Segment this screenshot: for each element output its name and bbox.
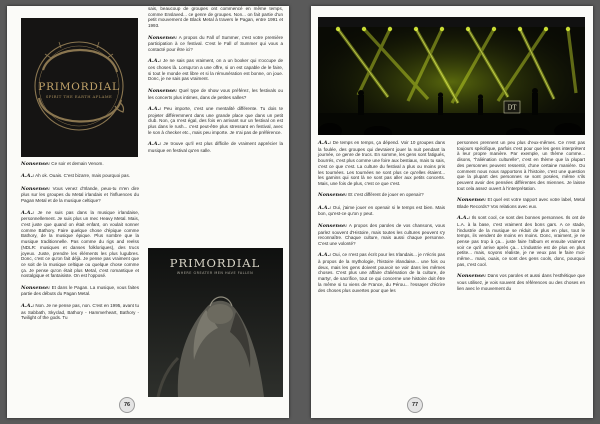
speaker-tag: Nonsense: xyxy=(457,197,487,204)
paragraph-text: A propos du Fall of Summer, c'est votre première participation à ce festival. C'est le Fall of Summer qui vous a contacté pour être ici? xyxy=(148,34,283,52)
paragraph-text: Oui, j'aime jouer en openair si le temps est bien. Mais bon, qu'est-ce qu'on y peut. xyxy=(318,204,445,217)
cover1-subtitle: SPIRIT THE EARTH AFLAME xyxy=(45,94,113,99)
speaker-tag: A.A.: xyxy=(21,173,35,180)
paragraph-text: Et dans le Pagan. La musique, vous faites partie des débuts du Pagan Metal. xyxy=(21,284,139,297)
interview-paragraph xyxy=(148,88,283,100)
left-page-column-2 xyxy=(148,6,283,159)
speaker-tag: A.A.: xyxy=(148,58,162,65)
paragraph-text: Je ne sais pas vraiment, on a un booker qui s'occupe de ces choses là. Lorsqu'on a une offre, si on est capable de le faire, si tout le monde est libre et si la rémunération est bonne, on joue. Donc, je ne sais pas vraiment. xyxy=(148,58,283,82)
paragraph-text: Non. Je ne pense pas, non. C'est en 1995, avant tu as Sabbath, Skyclad, Bathory - Hammerheart, Bathory - Twilight of the gods. Tu xyxy=(21,302,139,321)
interview-paragraph xyxy=(21,173,139,180)
paragraph-text: Ce soir et demain Venom. xyxy=(50,161,104,166)
right-page-column-1 xyxy=(318,140,445,299)
paragraph-text: Et c'est différent de jouer en openair? xyxy=(347,192,424,198)
interview-paragraph xyxy=(21,303,139,321)
speaker-tag: A.A.: xyxy=(318,204,332,211)
interview-paragraph xyxy=(21,186,139,204)
interview-paragraph xyxy=(148,6,283,29)
right-page-column-2 xyxy=(457,140,585,297)
speaker-tag: A.A.: xyxy=(21,209,35,216)
interview-paragraph xyxy=(21,161,139,168)
album-cover-where-greater-men-have-fallen xyxy=(148,248,283,397)
paragraph-text: Je trouve qu'il est plus difficile de vraiment apprécier la musique en festival qu'en salle. xyxy=(148,141,283,153)
interview-paragraph xyxy=(457,273,585,291)
cover1-band-name: PRIMORDIAL xyxy=(38,81,120,93)
interview-paragraph xyxy=(457,215,585,267)
left-page-column-1 xyxy=(21,161,139,327)
speaker-tag: Nonsense: xyxy=(21,185,51,192)
paragraph-text: Oui, ce n'est pas écrit pour les Irlandais... je n'écris pas à propos de la mythologie, l'histoire irlandaise... une fois ou deux, mais les gens doivent pouvoir se voir dans les mêmes choses. C'est plus une affaire d'aliénation de la culture, de martyr, de sacrifice, tout ce qui concerne une histoire doit être la même si tu viens de France, du Pérou... l'essayer d'écrire des choses plus ouvertes pour que les xyxy=(318,252,445,293)
interview-paragraph xyxy=(148,141,283,153)
page-number-right: 77 xyxy=(407,397,423,413)
interview-paragraph xyxy=(148,58,283,82)
paragraph-text: Je ne suis pas dans la musique irlandaise, personnellement. Je suis plus un mec Heavy Metal. Mais, c'est juste que quand on était enfant, on voulait sonner comme Bathory. Faire quelque chose d'épique comme Bathory, de la musique épique. Plus sombre que la musique traditionnelle. Pas comme du rigs and reelss (NDLR: musiques et danses folkloriques), des trucs joyeux. Juste, prendre les éléments les plus lugubres. Donc, c'est ce qu'on fait déjà. Je pense pas vraiment que ce soit de la musique celtique ou quelque chose comme ça. Je pense qu'on était plus Metal, c'est romantique et nostalgique et fantaisiste. On est l'opposé. xyxy=(21,209,139,279)
cover2-band-name: PRIMORDIAL xyxy=(169,256,261,270)
interview-paragraph xyxy=(318,223,445,247)
speaker-tag: A.A.: xyxy=(148,141,162,148)
speaker-tag: Nonsense: xyxy=(148,34,178,41)
paragraph-text: sais, beaucoup de groupes ont commencé en même temps, comme Enslaved... ce genre de groupes. Non... on fait partie d'un petit mouvement de Black Metal à travers le Pagan, entre 1991 et 1993. xyxy=(148,6,283,29)
concert-stage-photo xyxy=(318,17,585,135)
interview-paragraph xyxy=(318,140,445,187)
paragraph-text: A propos des paroles de vos chansons, vous parlez souvent d'Histoire, mais toutes les cultures peuvent s'y reconnaître. Chaque culture, mais aussi chaque personne. C'est une volonté? xyxy=(318,222,445,246)
paragraph-text: Dans vos paroles et aussi dans l'esthétique que vous utilisez, je vois souvent des références ou des choses en lien avec le mouvement du xyxy=(457,273,585,291)
interview-paragraph xyxy=(318,192,445,199)
paragraph-text: Peu importe, c'est une mentalité différente. Tu dois te projeter différemment dans une grande place que dans un petit club. Non, ça n'est égal, des fois en arrivant sur un festival on est plus dans le rush... c'est peut-être plus stressant en festival, avec le son à checker etc., mais peu importe. Je n'ai pas de préférence. xyxy=(148,105,283,135)
interview-paragraph xyxy=(457,140,585,191)
interview-paragraph xyxy=(318,252,445,293)
speaker-tag: A.A.: xyxy=(21,302,35,309)
paragraph-text: Ah ok. Ouais. C'est bizarre, mais pourquoi pas. xyxy=(34,173,130,179)
speaker-tag: Nonsense: xyxy=(318,222,348,229)
interview-paragraph xyxy=(148,106,283,136)
interview-paragraph xyxy=(21,210,139,279)
speaker-tag: Nonsense: xyxy=(318,192,348,199)
paragraph-text: personnes prennent un peu plus d'eux-mêmes. Ce n'est pas toujours spécifique, parfois c'est pour que les gens interprètent à leur propre manière. Par exemple, un thème comme... disons, "l'aliénation culturelle", c'est en thème que la plupart des personnes peuvent ressentir, d'une certaine manière. Ou comment nous nous rapportons à l'histoire, c'est une question que la plupart des personnes se sont posées, même s'ils peuvent avoir des pensées différentes des miennes. Je laisse tout cela assez ouvert à l'interprétation. xyxy=(457,140,585,191)
paragraph-text: Vous venez d'Irlande, peux-tu m'en dire plus sur les groupes du Metal irlandais et l'influences du Pagan Metal et de la musique celtique? xyxy=(21,185,139,204)
speaker-tag: A.A.: xyxy=(318,140,332,146)
speaker-tag: Nonsense: xyxy=(21,161,51,167)
speaker-tag: A.A.: xyxy=(148,105,162,112)
interview-paragraph xyxy=(21,285,139,297)
interview-paragraph xyxy=(318,205,445,217)
paragraph-text: De temps en temps, ça dépend. Voir 10 groupes dans la foulée, des groupes qui devraient jouer la nuit pendant la journée, ce genre de trucs. En somme, les gens sont fatigués, bourrés, c'est plus comme une foire aux bestiaux, mais tu sais, c'est ce que c'est. La culture du festival a plus ou moins pris les tournées. Les tournées ne sont plus ce qu'elles étaient... les gamins qui sont là ne sont pas aller aux petits concerts. Mais, une fois de plus, c'est ce que c'est. xyxy=(318,140,445,186)
speaker-tag: Nonsense: xyxy=(148,87,178,94)
paragraph-text: Et quel est votre rapport avec votre label, Metal Blade Records? Vos relations avec eux. xyxy=(457,197,585,209)
speaker-tag: A.A.: xyxy=(318,252,332,259)
speaker-tag: Nonsense: xyxy=(21,284,51,291)
interview-paragraph xyxy=(148,35,283,53)
interview-paragraph xyxy=(457,197,585,209)
paragraph-text: Ils sont cool, ce sont des bonnes personnes. Ils ont de L.A. à la base, c'est vraiment des bons gars. A ce stade, l'industrie de la musique se réduit de plus en plus, tout le temps, ils vendent de moins en moins. Donc, vraiment, je ne pense pas trop à ça... juste faire l'album et ensuite vraiment voir ce qu'il arrive après ça... L'industrie est de plus en plus petite... mais, soyons réaliste, je ne veux pas le faire moi-même... mais, ouais, ce sont des gens cools, donc, pourquoi pas, c'est cool. xyxy=(457,215,585,267)
speaker-tag: Nonsense: xyxy=(457,273,487,280)
cover2-subtitle: WHERE GREATER MEN HAVE FALLEN xyxy=(176,271,254,275)
right-page xyxy=(311,6,593,418)
speaker-tag: A.A.: xyxy=(457,215,471,222)
left-page xyxy=(7,6,289,418)
drum-logo: DT xyxy=(507,104,517,112)
page-number-left: 76 xyxy=(119,397,135,413)
paragraph-text: Quel type de show vous préférez, les festivals ou les concerts plus intimes, dans de petites salles? xyxy=(148,87,283,100)
album-cover-spirit-the-earth-aflame xyxy=(21,18,138,157)
